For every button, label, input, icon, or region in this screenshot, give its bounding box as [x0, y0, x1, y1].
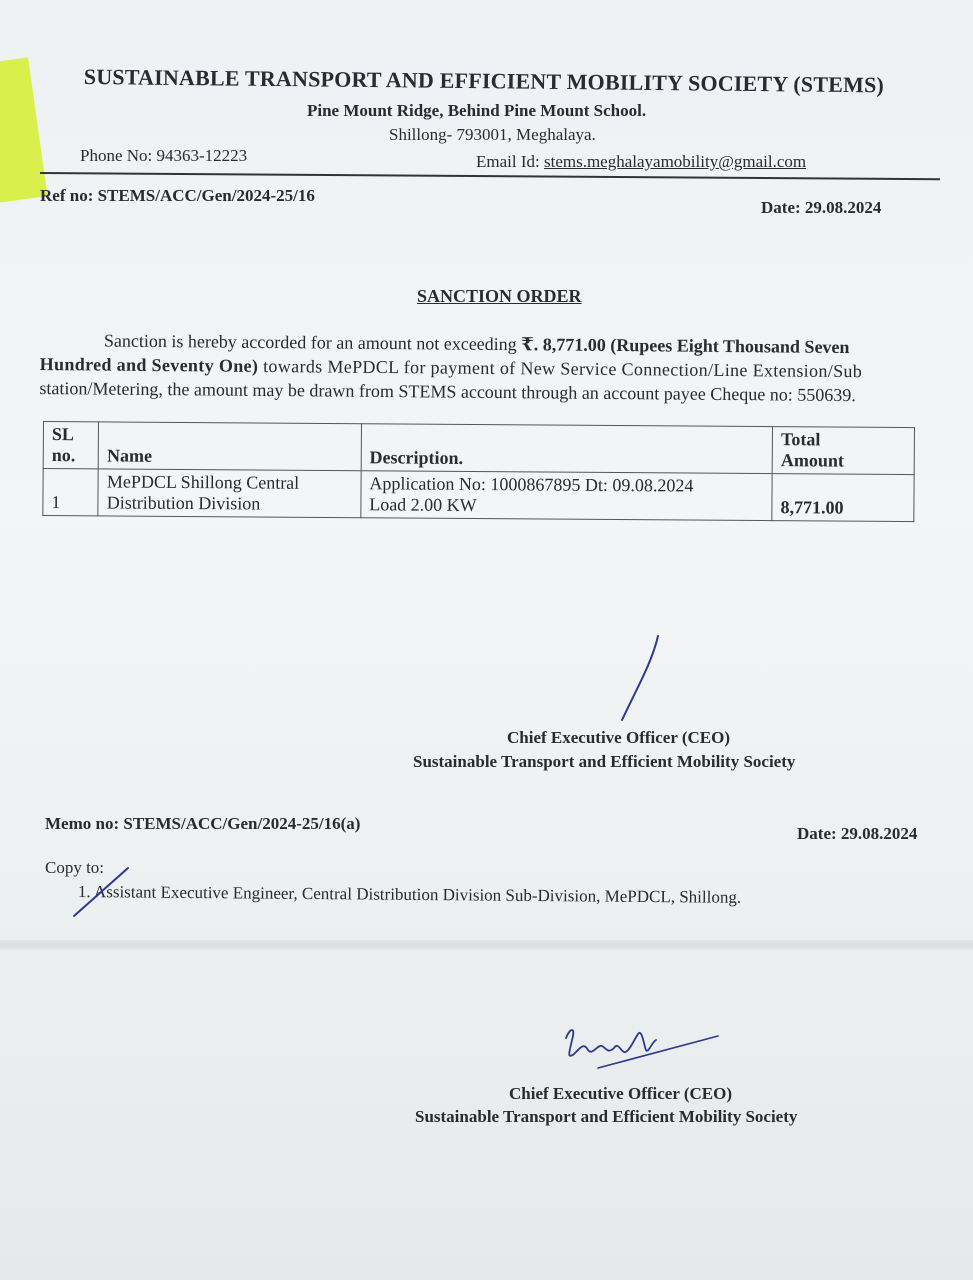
- row-name-line2: Distribution Division: [106, 492, 261, 514]
- header-description: Description.: [361, 424, 773, 474]
- signatory-org-1: Sustainable Transport and Efficient Mobility Society: [413, 752, 796, 771]
- sanction-paragraph: [39, 328, 973, 408]
- memo-date: Date: 29.08.2024: [797, 824, 918, 843]
- copy-to-item: 1. Assistant Executive Engineer, Central Distribution Division Sub-Division, MePDCL, Shillong.: [77, 882, 742, 907]
- order-date: Date: 29.08.2024: [761, 198, 882, 217]
- row-amount: 8,771.00: [772, 474, 914, 522]
- header-sl-line2: no.: [51, 445, 76, 466]
- copy-to-label: Copy to:: [45, 858, 105, 877]
- email-link[interactable]: stems.meghalayamobility@gmail.com: [543, 152, 807, 171]
- address-line-1: Pine Mount Ridge, Behind Pine Mount School.: [307, 101, 647, 120]
- sanction-table: [42, 421, 915, 522]
- signature-stroke-1: [616, 634, 664, 724]
- row-sl: 1: [43, 469, 99, 516]
- document-title: SANCTION ORDER: [417, 286, 582, 306]
- paper-fold: [0, 940, 973, 950]
- signature-2: [558, 1020, 720, 1070]
- phone-number: Phone No: 94363-12223: [80, 146, 248, 165]
- header-amount-line2: Amount: [780, 450, 845, 471]
- paragraph-line-3: station/Metering, the amount may be drawn from STEMS account through an account payee Cheque no: 550639.: [39, 377, 856, 406]
- email-block: [476, 152, 806, 172]
- sanction-amount: ₹. 8,771.00 (Rupees Eight Thousand Seven: [521, 334, 850, 358]
- tick-mark-icon: [70, 864, 134, 922]
- header-name: Name: [98, 422, 361, 471]
- header-amount-line1: Total: [780, 429, 821, 450]
- paragraph-line-1-text: Sanction is hereby accorded for an amount not exceeding: [103, 330, 522, 355]
- row-desc-line1: Application No: 1000867895 Dt: 09.08.2024: [369, 473, 694, 496]
- signatory-title-1: Chief Executive Officer (CEO): [507, 728, 730, 747]
- address-line-2: Shillong- 793001, Meghalaya.: [389, 125, 596, 144]
- row-desc-line2: Load 2.00 KW: [369, 494, 477, 516]
- amount-in-words-end: Hundred and Seventy One): [39, 353, 259, 376]
- header-divider: [40, 172, 940, 180]
- paragraph-line-2-text: towards MePDCL for payment of New Service Connection/Line Extension/Sub: [258, 355, 863, 382]
- row-description: [361, 471, 773, 521]
- header-sl-line1: SL: [51, 424, 75, 445]
- table-row: [43, 469, 914, 522]
- header-amount: [772, 427, 914, 475]
- ref-number: Ref no: STEMS/ACC/Gen/2024-25/16: [40, 186, 315, 205]
- email-label: Email Id:: [476, 152, 544, 171]
- row-name-line1: MePDCL Shillong Central: [106, 471, 300, 493]
- signatory-org-2: Sustainable Transport and Efficient Mobility Society: [415, 1107, 798, 1126]
- row-name: [98, 469, 361, 518]
- header-sl: [43, 422, 99, 469]
- sticky-note: [0, 57, 48, 202]
- signatory-title-2: Chief Executive Officer (CEO): [509, 1084, 732, 1103]
- org-name: SUSTAINABLE TRANSPORT AND EFFICIENT MOBILITY SOCIETY (STEMS): [83, 64, 885, 98]
- table-header-row: [43, 422, 914, 475]
- memo-number: Memo no: STEMS/ACC/Gen/2024-25/16(a): [45, 814, 361, 833]
